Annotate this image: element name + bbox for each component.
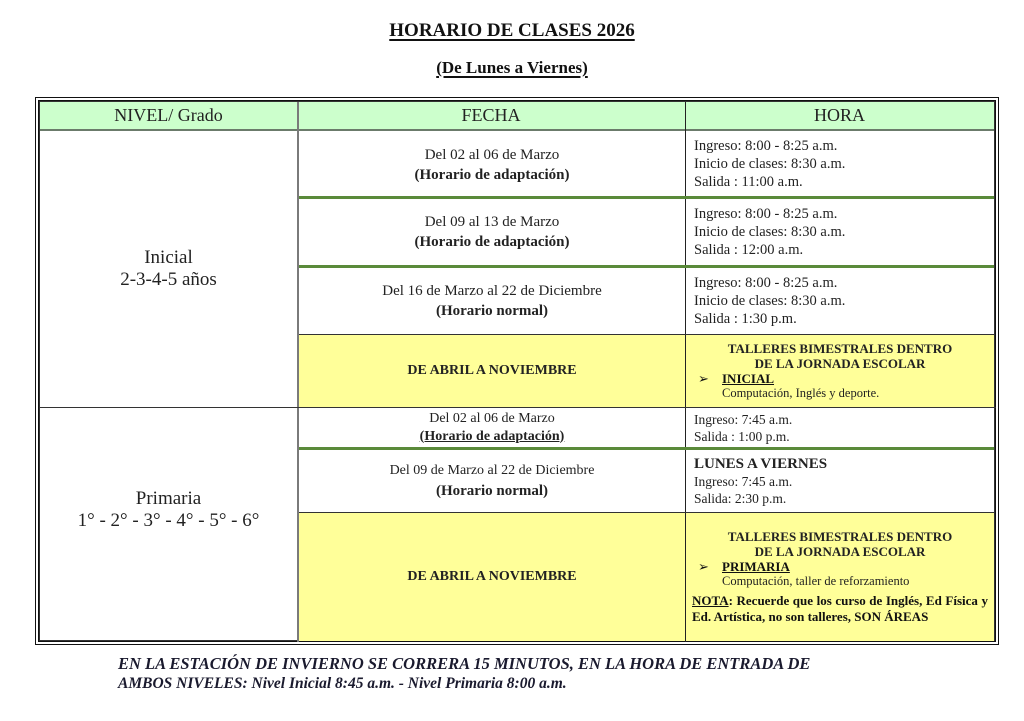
header-nivel: NIVEL/ Grado <box>40 102 297 131</box>
talleres-fecha <box>299 335 685 407</box>
level-inicial <box>40 131 297 407</box>
hora-ingreso: Ingreso: 8:00 - 8:25 a.m. <box>694 137 838 154</box>
fecha-range: Del 09 de Marzo al 22 de Diciembre <box>389 463 595 478</box>
talleres-period: DE ABRIL A NOVIEMBRE <box>407 363 577 378</box>
winter-note-line1: EN LA ESTACIÓN DE INVIERNO SE CORRERA 15 MINUTOS, EN LA HORA DE ENTRADA DE <box>118 654 811 673</box>
talleres-level: INICIAL <box>722 371 775 386</box>
level-primaria <box>40 408 297 642</box>
talleres-title: TALLERES BIMESTRALES DENTRO <box>727 529 953 544</box>
hora-salida: Salida : 1:00 p.m. <box>694 428 790 444</box>
level-grades: 2-3-4-5 años <box>120 269 217 290</box>
talleres-title: TALLERES BIMESTRALES DENTRO <box>727 341 953 356</box>
fecha-cell <box>299 408 685 447</box>
hora-inicio: Inicio de clases: 8:30 a.m. <box>694 224 846 240</box>
talleres-fecha <box>299 513 685 641</box>
hora-heading: LUNES A VIERNES <box>694 455 828 472</box>
fecha-type: (Horario de adaptación) <box>414 166 570 183</box>
hora-cell <box>686 450 994 512</box>
fecha-cell <box>299 133 685 196</box>
hora-salida: Salida : 1:30 p.m. <box>694 311 797 327</box>
arrow-bullet-icon: ➢ <box>698 559 709 574</box>
note-text: : Recuerde que los curso de Inglés, Ed Física y Ed. Artística, no son talleres, SON ÁREAS <box>692 593 988 624</box>
talleres-description: Computación, taller de reforzamiento <box>722 574 910 588</box>
schedule-table <box>35 97 999 645</box>
fecha-cell <box>299 268 685 334</box>
arrow-bullet-icon: ➢ <box>698 371 709 386</box>
talleres-note <box>692 593 988 625</box>
hora-inicio: Inicio de clases: 8:30 a.m. <box>694 293 846 309</box>
level-name: Inicial <box>144 247 193 268</box>
winter-note-line2: AMBOS NIVELES: Nivel Inicial 8:45 a.m. - Nivel Primaria 8:00 a.m. <box>118 675 567 692</box>
talleres-cell <box>686 513 994 641</box>
talleres-level: PRIMARIA <box>722 559 790 574</box>
level-name: Primaria <box>135 488 202 509</box>
fecha-type: (Horario normal) <box>435 483 549 499</box>
hora-ingreso: Ingreso: 7:45 a.m. <box>694 411 793 427</box>
hora-ingreso: Ingreso: 7:45 a.m. <box>694 473 793 489</box>
talleres-description: Computación, Inglés y deporte. <box>722 386 880 400</box>
fecha-range: Del 16 de Marzo al 22 de Diciembre <box>382 283 602 299</box>
fecha-range: Del 02 al 06 de Marzo <box>429 410 555 426</box>
fecha-range: Del 09 al 13 de Marzo <box>424 214 560 230</box>
note-label: NOTA <box>692 593 729 608</box>
level-grades: 1° - 2° - 3° - 4° - 5° - 6° <box>77 510 260 531</box>
document-title: HORARIO DE CLASES 2026 <box>389 20 635 41</box>
fecha-type: (Horario de adaptación) <box>419 428 565 444</box>
talleres-title: DE LA JORNADA ESCOLAR <box>754 544 926 559</box>
hora-ingreso: Ingreso: 8:00 - 8:25 a.m. <box>694 206 838 222</box>
hora-cell <box>686 408 994 447</box>
hora-ingreso: Ingreso: 8:00 - 8:25 a.m. <box>694 275 838 291</box>
hora-salida: Salida : 11:00 a.m. <box>694 173 803 190</box>
talleres-cell <box>686 335 994 407</box>
hora-cell <box>686 131 994 196</box>
hora-cell <box>686 199 994 265</box>
header-hora: HORA <box>685 102 994 131</box>
fecha-range: Del 02 al 06 de Marzo <box>424 146 560 163</box>
fecha-type: (Horario de adaptación) <box>414 234 570 250</box>
hora-salida: Salida : 12:00 a.m. <box>694 242 804 258</box>
document-subtitle: (De Lunes a Viernes) <box>436 58 588 77</box>
talleres-period: DE ABRIL A NOVIEMBRE <box>407 569 577 584</box>
fecha-cell <box>299 199 685 265</box>
hora-salida: Salida: 2:30 p.m. <box>694 490 787 506</box>
hora-inicio: Inicio de clases: 8:30 a.m. <box>694 155 846 172</box>
hora-cell <box>686 268 994 334</box>
header-fecha: FECHA <box>297 102 685 131</box>
fecha-cell <box>299 450 685 512</box>
talleres-title: DE LA JORNADA ESCOLAR <box>754 356 926 371</box>
winter-note <box>118 654 1008 694</box>
fecha-type: (Horario normal) <box>435 303 549 319</box>
